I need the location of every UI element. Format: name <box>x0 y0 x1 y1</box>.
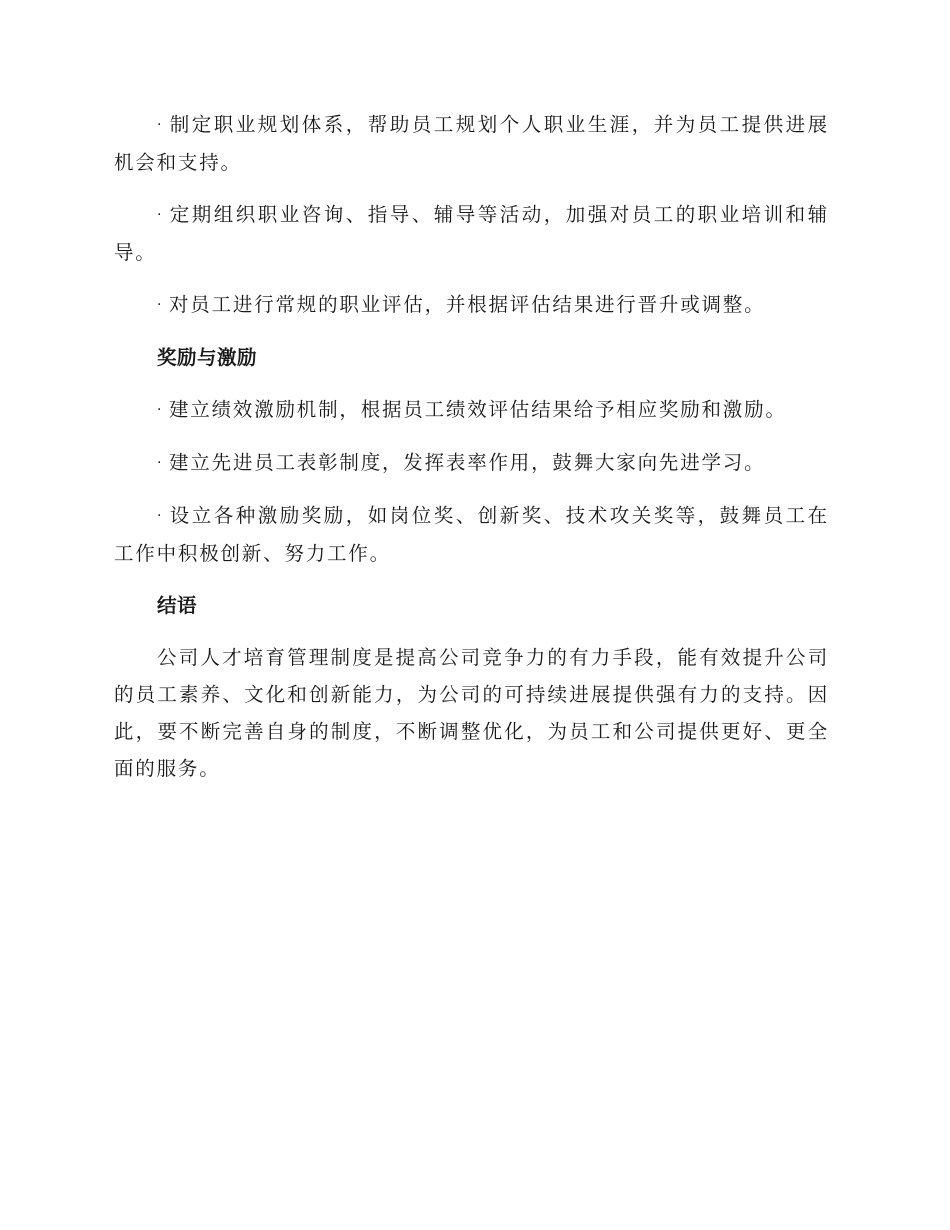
bullet-icon: · <box>157 117 162 133</box>
bullet-icon: · <box>157 207 162 223</box>
career-item-2 <box>114 196 829 271</box>
rewards-item-1 <box>114 391 829 429</box>
rewards-item-2 <box>114 444 829 482</box>
rewards-item-2-text: 建立先进员工表彰制度，发挥表率作用，鼓舞大家向先进学习。 <box>169 451 766 474</box>
rewards-item-3 <box>114 497 829 572</box>
career-item-1 <box>114 106 829 181</box>
rewards-heading: 奖励与激励 <box>157 346 258 369</box>
career-item-3 <box>114 286 829 324</box>
bullet-icon: · <box>157 455 162 471</box>
conclusion-text: 公司人才培育管理制度是提高公司竞争力的有力手段，能有效提升公司的员工素养、文化和创新能力，为公司的可持续进展提供强有力的支持。因此，要不断完善自身的制度，不断调整优化，为员工和公司提供更好、更全面的服务。 <box>114 646 829 780</box>
rewards-item-1-text: 建立绩效激励机制，根据员工绩效评估结果给予相应奖励和激励。 <box>169 398 787 421</box>
career-item-3-text: 对员工进行常规的职业评估，并根据评估结果进行晋升或调整。 <box>169 293 766 316</box>
bullet-icon: · <box>157 297 162 313</box>
conclusion-heading: 结语 <box>157 594 198 617</box>
document-body <box>114 106 829 802</box>
bullet-icon: · <box>157 402 162 418</box>
bullet-icon: · <box>157 508 162 524</box>
rewards-item-3-text: 设立各种激励奖励，如岗位奖、创新奖、技术攻关奖等，鼓舞员工在工作中积极创新、努力工作。 <box>114 504 829 565</box>
career-item-2-text: 定期组织职业咨询、指导、辅导等活动，加强对员工的职业培训和辅导。 <box>114 203 829 264</box>
career-item-1-text: 制定职业规划体系，帮助员工规划个人职业生涯，并为员工提供进展机会和支持。 <box>114 113 829 174</box>
